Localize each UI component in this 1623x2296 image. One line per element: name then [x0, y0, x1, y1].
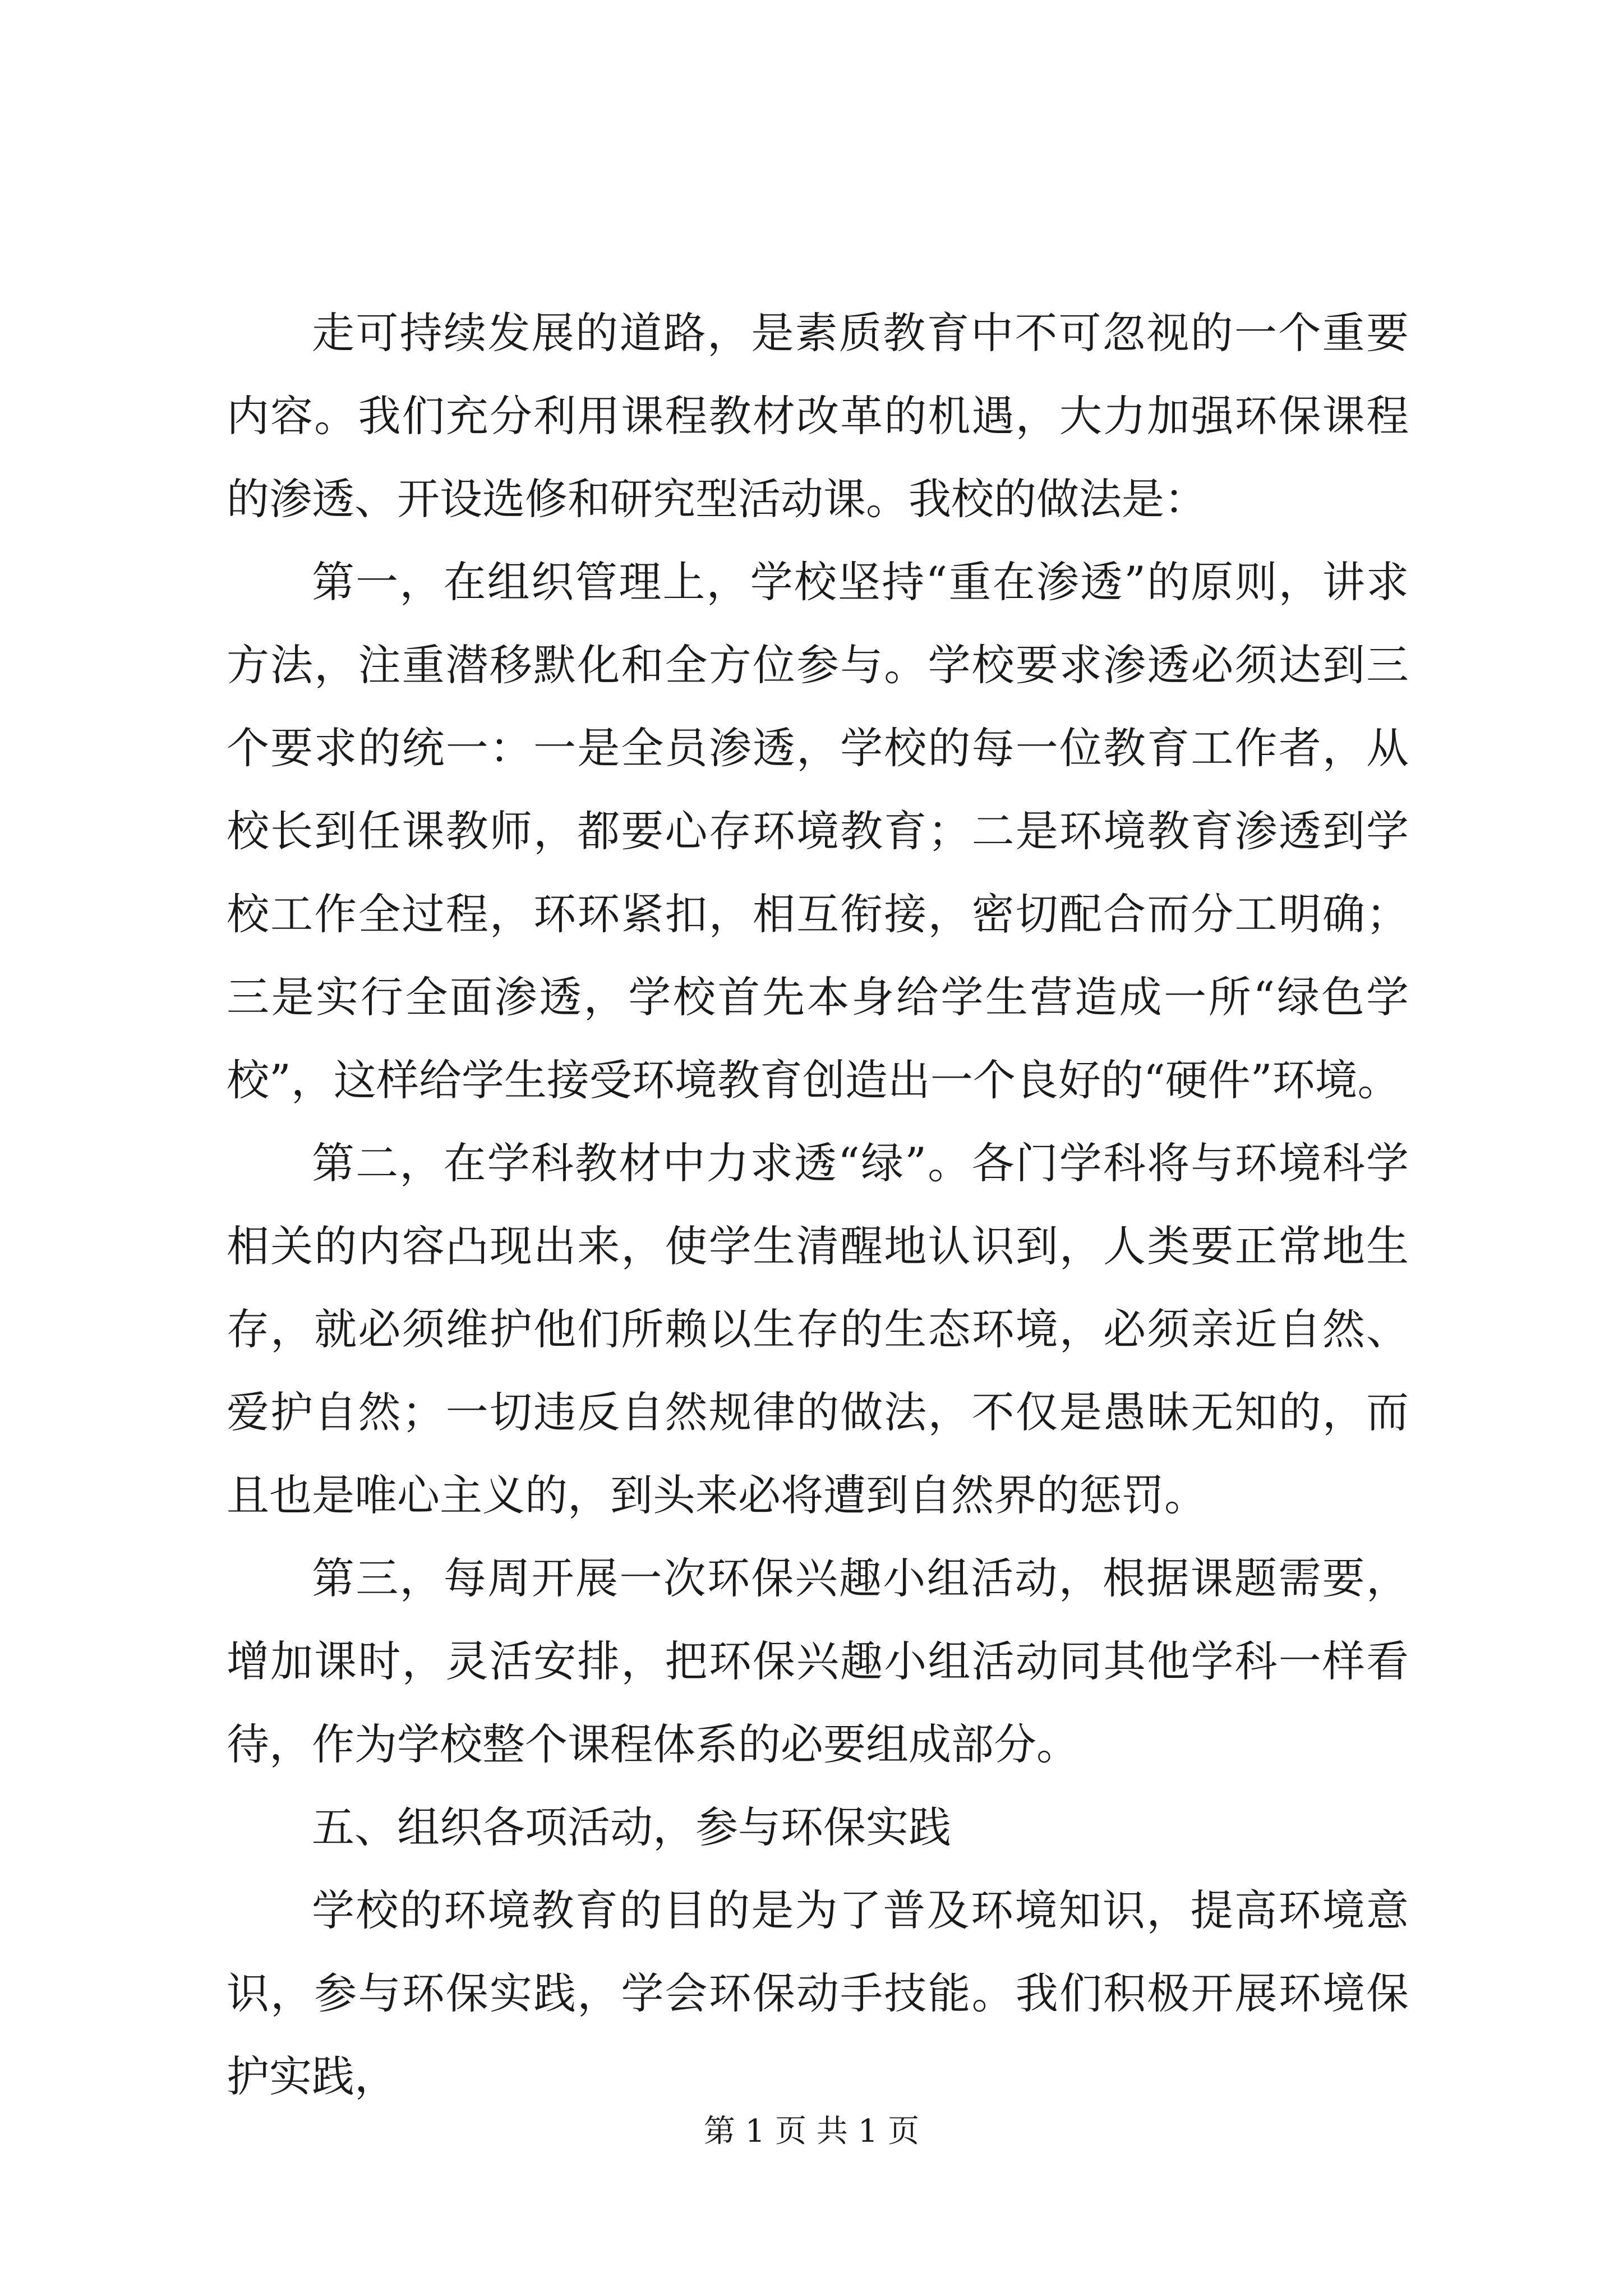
paragraph-4: 第三，每周开展一次环保兴趣小组活动，根据课题需要，增加课时，灵活安排，把环保兴趣小组活动同其他学科一样看待，作为学校整个课程体系的必要组成部分。: [227, 1553, 1409, 1769]
paragraph-2: 第一，在组织管理上，学校坚持“重在渗透”的原则，讲求方法，注重潜移默化和全方位参与。学校要求渗透必须达到三个要求的统一：一是全员渗透，学校的每一位教育工作者，从校长到任课教师，都要心存环境教育；二是环境教育渗透到学校工作全过程，环环紧扣，相互衔接，密切配合而分工明确；三是实行全面渗透，学校首先本身给学生营造成一所“绿色学校”，这样给学生接受环境教育创造出一个良好的“硬件”环境。: [227, 557, 1409, 1105]
page-footer: 第 1 页 共 1 页: [703, 2113, 920, 2150]
paragraph-1: 走可持续发展的道路，是素质教育中不可忽视的一个重要内容。我们充分利用课程教材改革的机遇，大力加强环保课程的渗透、开设选修和研究型活动课。我校的做法是：: [227, 308, 1409, 524]
paragraph-5: 学校的环境教育的目的是为了普及环境知识，提高环境意识，参与环保实践，学会环保动手技能。我们积极开展环境保护实践，: [227, 1885, 1409, 2101]
paragraph-3: 第二，在学科教材中力求透“绿”。各门学科将与环境科学相关的内容凸现出来，使学生清醒地认识到，人类要正常地生存，就必须维护他们所赖以生存的生态环境，必须亲近自然、爱护自然；一切违反自然规律的做法，不仅是愚昧无知的，而且也是唯心主义的，到头来必将遭到自然界的惩罚。: [227, 1138, 1409, 1520]
section-heading: 五、组织各项活动，参与环保实践: [312, 1802, 951, 1852]
document-body: [227, 292, 1409, 2118]
